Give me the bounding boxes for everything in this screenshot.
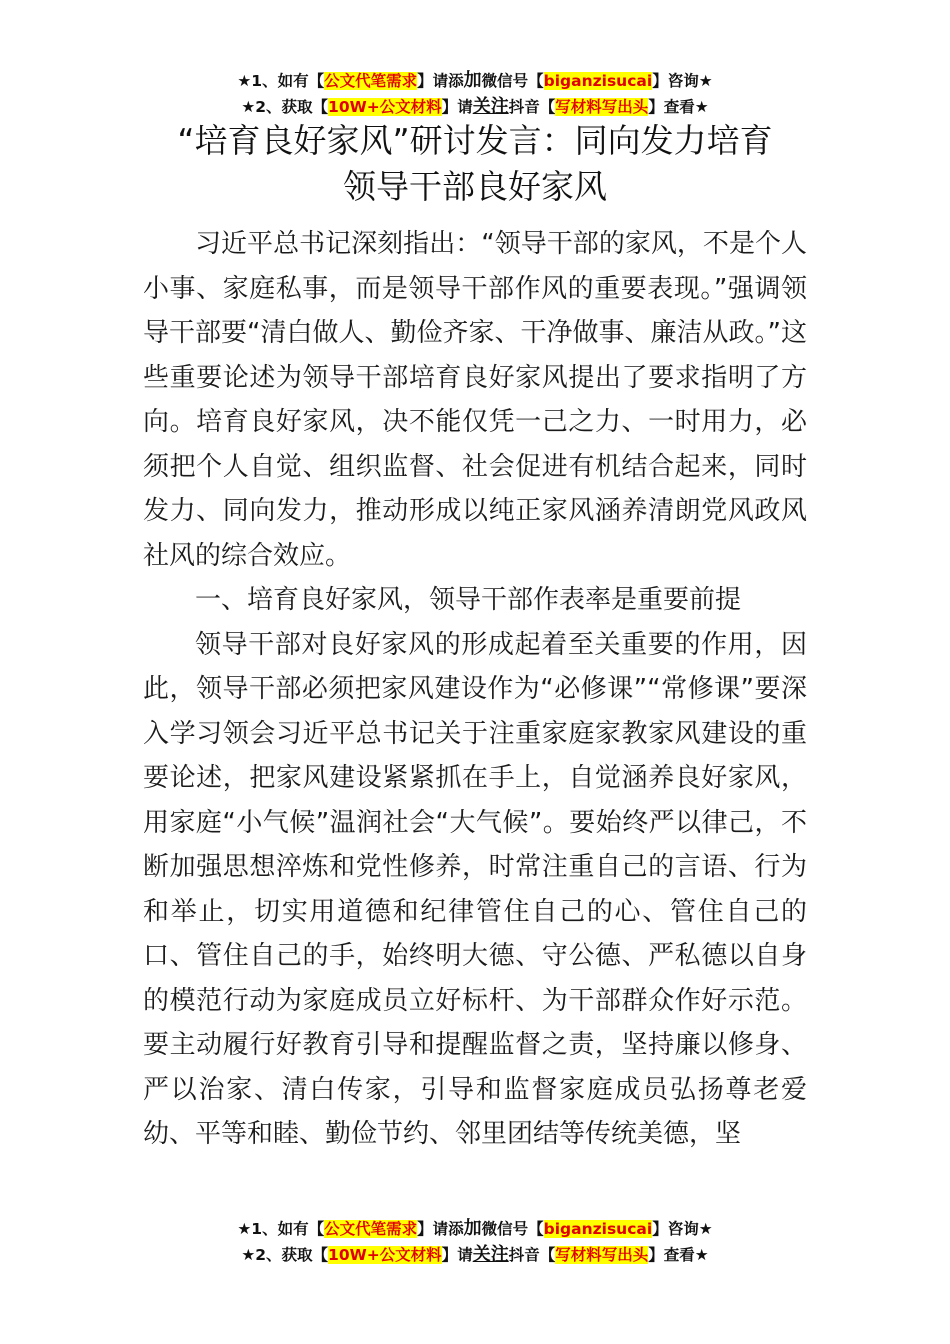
banner-text: 】咨询★: [652, 72, 713, 90]
banner-text: 】请: [441, 1246, 473, 1264]
banner-text: 关注: [472, 1244, 509, 1265]
banner-text: 加: [463, 70, 482, 91]
banner-highlight: 10W+公文材料: [328, 1246, 442, 1264]
banner-highlight: 公文代笔需求: [324, 1220, 418, 1238]
banner-line-1: [0, 1216, 950, 1242]
banner-text: ★1、如有【: [237, 1220, 325, 1238]
banner-text: ★1、如有【: [237, 72, 325, 90]
banner-highlight: 写材料写出头: [555, 98, 649, 116]
banner-highlight: 10W+公文材料: [328, 98, 442, 116]
banner-text: 】请添: [417, 1220, 464, 1238]
banner-highlight: biganzisucai: [543, 72, 653, 90]
banner-text: 加: [463, 1218, 482, 1239]
banner-text: 】请: [441, 98, 473, 116]
banner-line-2: [0, 94, 950, 120]
banner-highlight: 写材料写出头: [555, 1246, 649, 1264]
banner-highlight: 公文代笔需求: [324, 72, 418, 90]
banner-text: 】查看★: [648, 1246, 709, 1264]
banner-text: 】查看★: [648, 98, 709, 116]
paragraph: 领导干部对良好家风的形成起着至关重要的作用，因此，领导干部必须把家风建设作为“必修课”“常修课”要深入学习领会习近平总书记关于注重家庭家教家风建设的重要论述，把家风建设紧紧抓在手上，自觉涵养良好家风，用家庭“小气候”温润社会“大气候”。要始终严以律己，不断加强思想淬炼和党性修养，时常注重自己的言语、行为和举止，切实用道德和纪律管住自己的心、管住自己的口、管住自己的手，始终明大德、守公德、严私德以自身的模范行动为家庭成员立好标杆、为干部群众作好示范。要主动履行好教育引导和提醒监督之责，坚持廉以修身、严以治家、清白传家，引导和监督家庭成员弘扬尊老爱幼、平等和睦、勤俭节约、邻里团结等传统美德，坚: [143, 629, 807, 1149]
banner-line-1: [0, 68, 950, 94]
banner-text: 微信号【: [481, 1220, 544, 1238]
header-banner: [0, 68, 950, 120]
banner-text: 微信号【: [481, 72, 544, 90]
banner-text: 关注: [472, 96, 509, 117]
banner-text: ★2、获取【: [241, 1246, 329, 1264]
title-line-2: 领导干部良好家风: [343, 167, 607, 206]
banner-text: 】请添: [417, 72, 464, 90]
banner-text: 】咨询★: [652, 1220, 713, 1238]
banner-text: 抖音【: [508, 98, 556, 116]
banner-text: 抖音【: [508, 1246, 556, 1264]
banner-text: ★2、获取【: [241, 98, 329, 116]
paragraph: 习近平总书记深刻指出：“领导干部的家风，不是个人小事、家庭私事，而是领导干部作风的重要表现。”强调领导干部要“清白做人、勤俭齐家、干净做事、廉洁从政。”这些重要论述为领导干部培育良好家风提出了要求指明了方向。培育良好家风，决不能仅凭一己之力、一时用力，必须把个人自觉、组织监督、社会促进有机结合起来，同时发力、同向发力，推动形成以纯正家风涵养清朗党风政风社风的综合效应。: [143, 229, 807, 571]
banner-highlight: biganzisucai: [543, 1220, 653, 1238]
banner-line-2: [0, 1242, 950, 1268]
document-body: [143, 222, 807, 1157]
footer-banner: [0, 1216, 950, 1268]
title-line-1: “培育良好家风”研讨发言：同向发力培育: [177, 121, 773, 160]
page-title: [0, 118, 950, 210]
section-heading: 一、培育良好家风，领导干部作表率是重要前提: [195, 585, 742, 615]
